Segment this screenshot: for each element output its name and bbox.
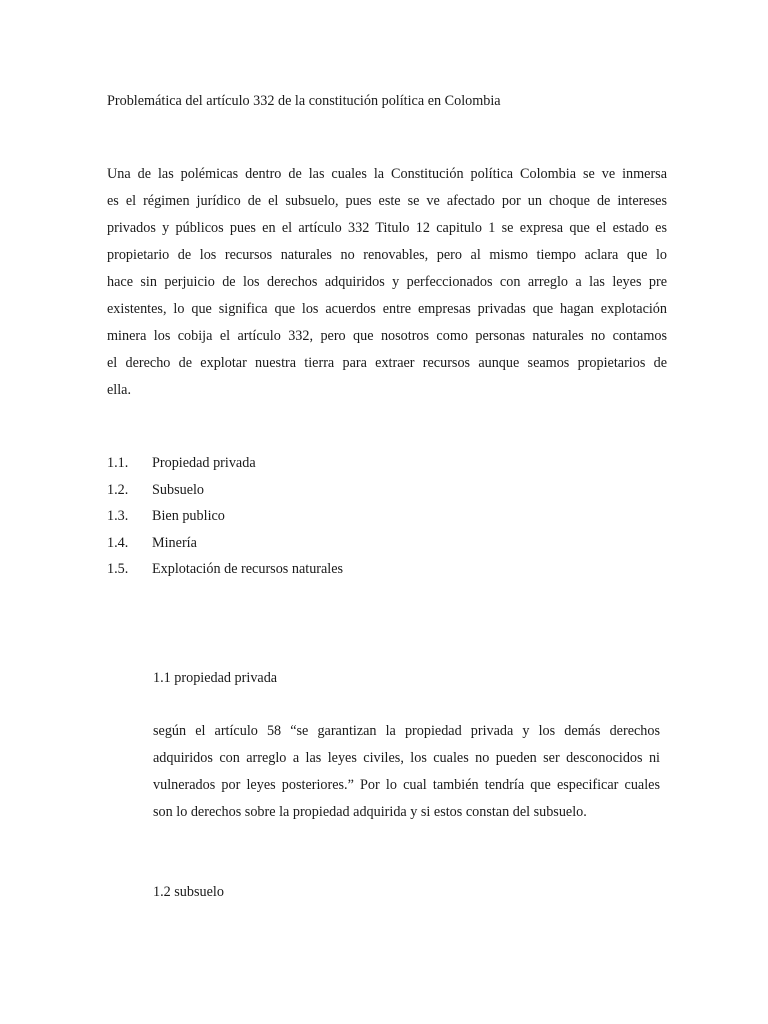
toc-item-mineria	[107, 530, 667, 557]
section-line: son lo derechos sobre la propiedad adquirida y si estos constan del subsuelo.	[153, 804, 587, 820]
toc-item-explotacion	[107, 556, 667, 583]
intro-line: es el régimen jurídico de el subsuelo, pues este se ve afectado por un choque de intereses	[107, 193, 667, 209]
section-line: según el artículo 58 “se garantizan la propiedad privada y los demás derechos	[153, 723, 660, 739]
toc-label: Minería	[152, 534, 197, 551]
section-heading-propiedad-privada: 1.1 propiedad privada	[153, 670, 278, 686]
toc-number: 1.5.	[107, 561, 129, 578]
toc-label: Propiedad privada	[152, 455, 256, 471]
toc-number: 1.1.	[107, 455, 129, 471]
toc-label: Subsuelo	[152, 481, 205, 498]
toc-number: 1.4.	[107, 534, 129, 551]
intro-line: Una de las polémicas dentro de las cuales la Constitución política Colombia se ve inmersa	[107, 166, 667, 182]
toc-item-subsuelo	[107, 477, 667, 504]
toc-item-propiedad-privada	[107, 450, 667, 477]
intro-line: existentes, lo que significa que los acuerdos entre empresas privadas que hagan explotación	[107, 301, 667, 317]
toc-number: 1.2.	[107, 481, 129, 498]
section-line: adquiridos con arreglo a las leyes civiles, los cuales no pueden ser desconocidos ni	[153, 750, 660, 766]
intro-line: el derecho de explotar nuestra tierra para extraer recursos aunque seamos propietarios de	[107, 355, 667, 371]
intro-line: propietario de los recursos naturales no renovables, pero al mismo tiempo aclara que lo	[107, 247, 667, 263]
toc-item-bien-publico	[107, 503, 667, 530]
section-body-propiedad-privada	[153, 718, 660, 826]
toc-label: Bien publico	[152, 508, 225, 525]
table-of-contents	[107, 450, 667, 583]
intro-paragraph	[107, 161, 667, 404]
intro-line: ella.	[107, 382, 132, 398]
section-heading-subsuelo: 1.2 subsuelo	[153, 884, 224, 900]
document-title: Problemática del artículo 332 de la constitución política en Colombia	[107, 93, 501, 109]
toc-number: 1.3.	[107, 508, 129, 525]
intro-line: minera los cobija el artículo 332, pero que nosotros como personas naturales no contamos	[107, 328, 667, 344]
intro-line: hace sin perjuicio de los derechos adquiridos y perfeccionados con arreglo a las leyes pre	[107, 274, 667, 290]
intro-line: privados y públicos pues en el artículo 332 Titulo 12 capitulo 1 se expresa que el estado es	[107, 220, 667, 236]
section-line: vulnerados por leyes posteriores.” Por lo cual también tendría que especificar cuales	[153, 777, 660, 793]
toc-label: Explotación de recursos naturales	[152, 561, 344, 578]
